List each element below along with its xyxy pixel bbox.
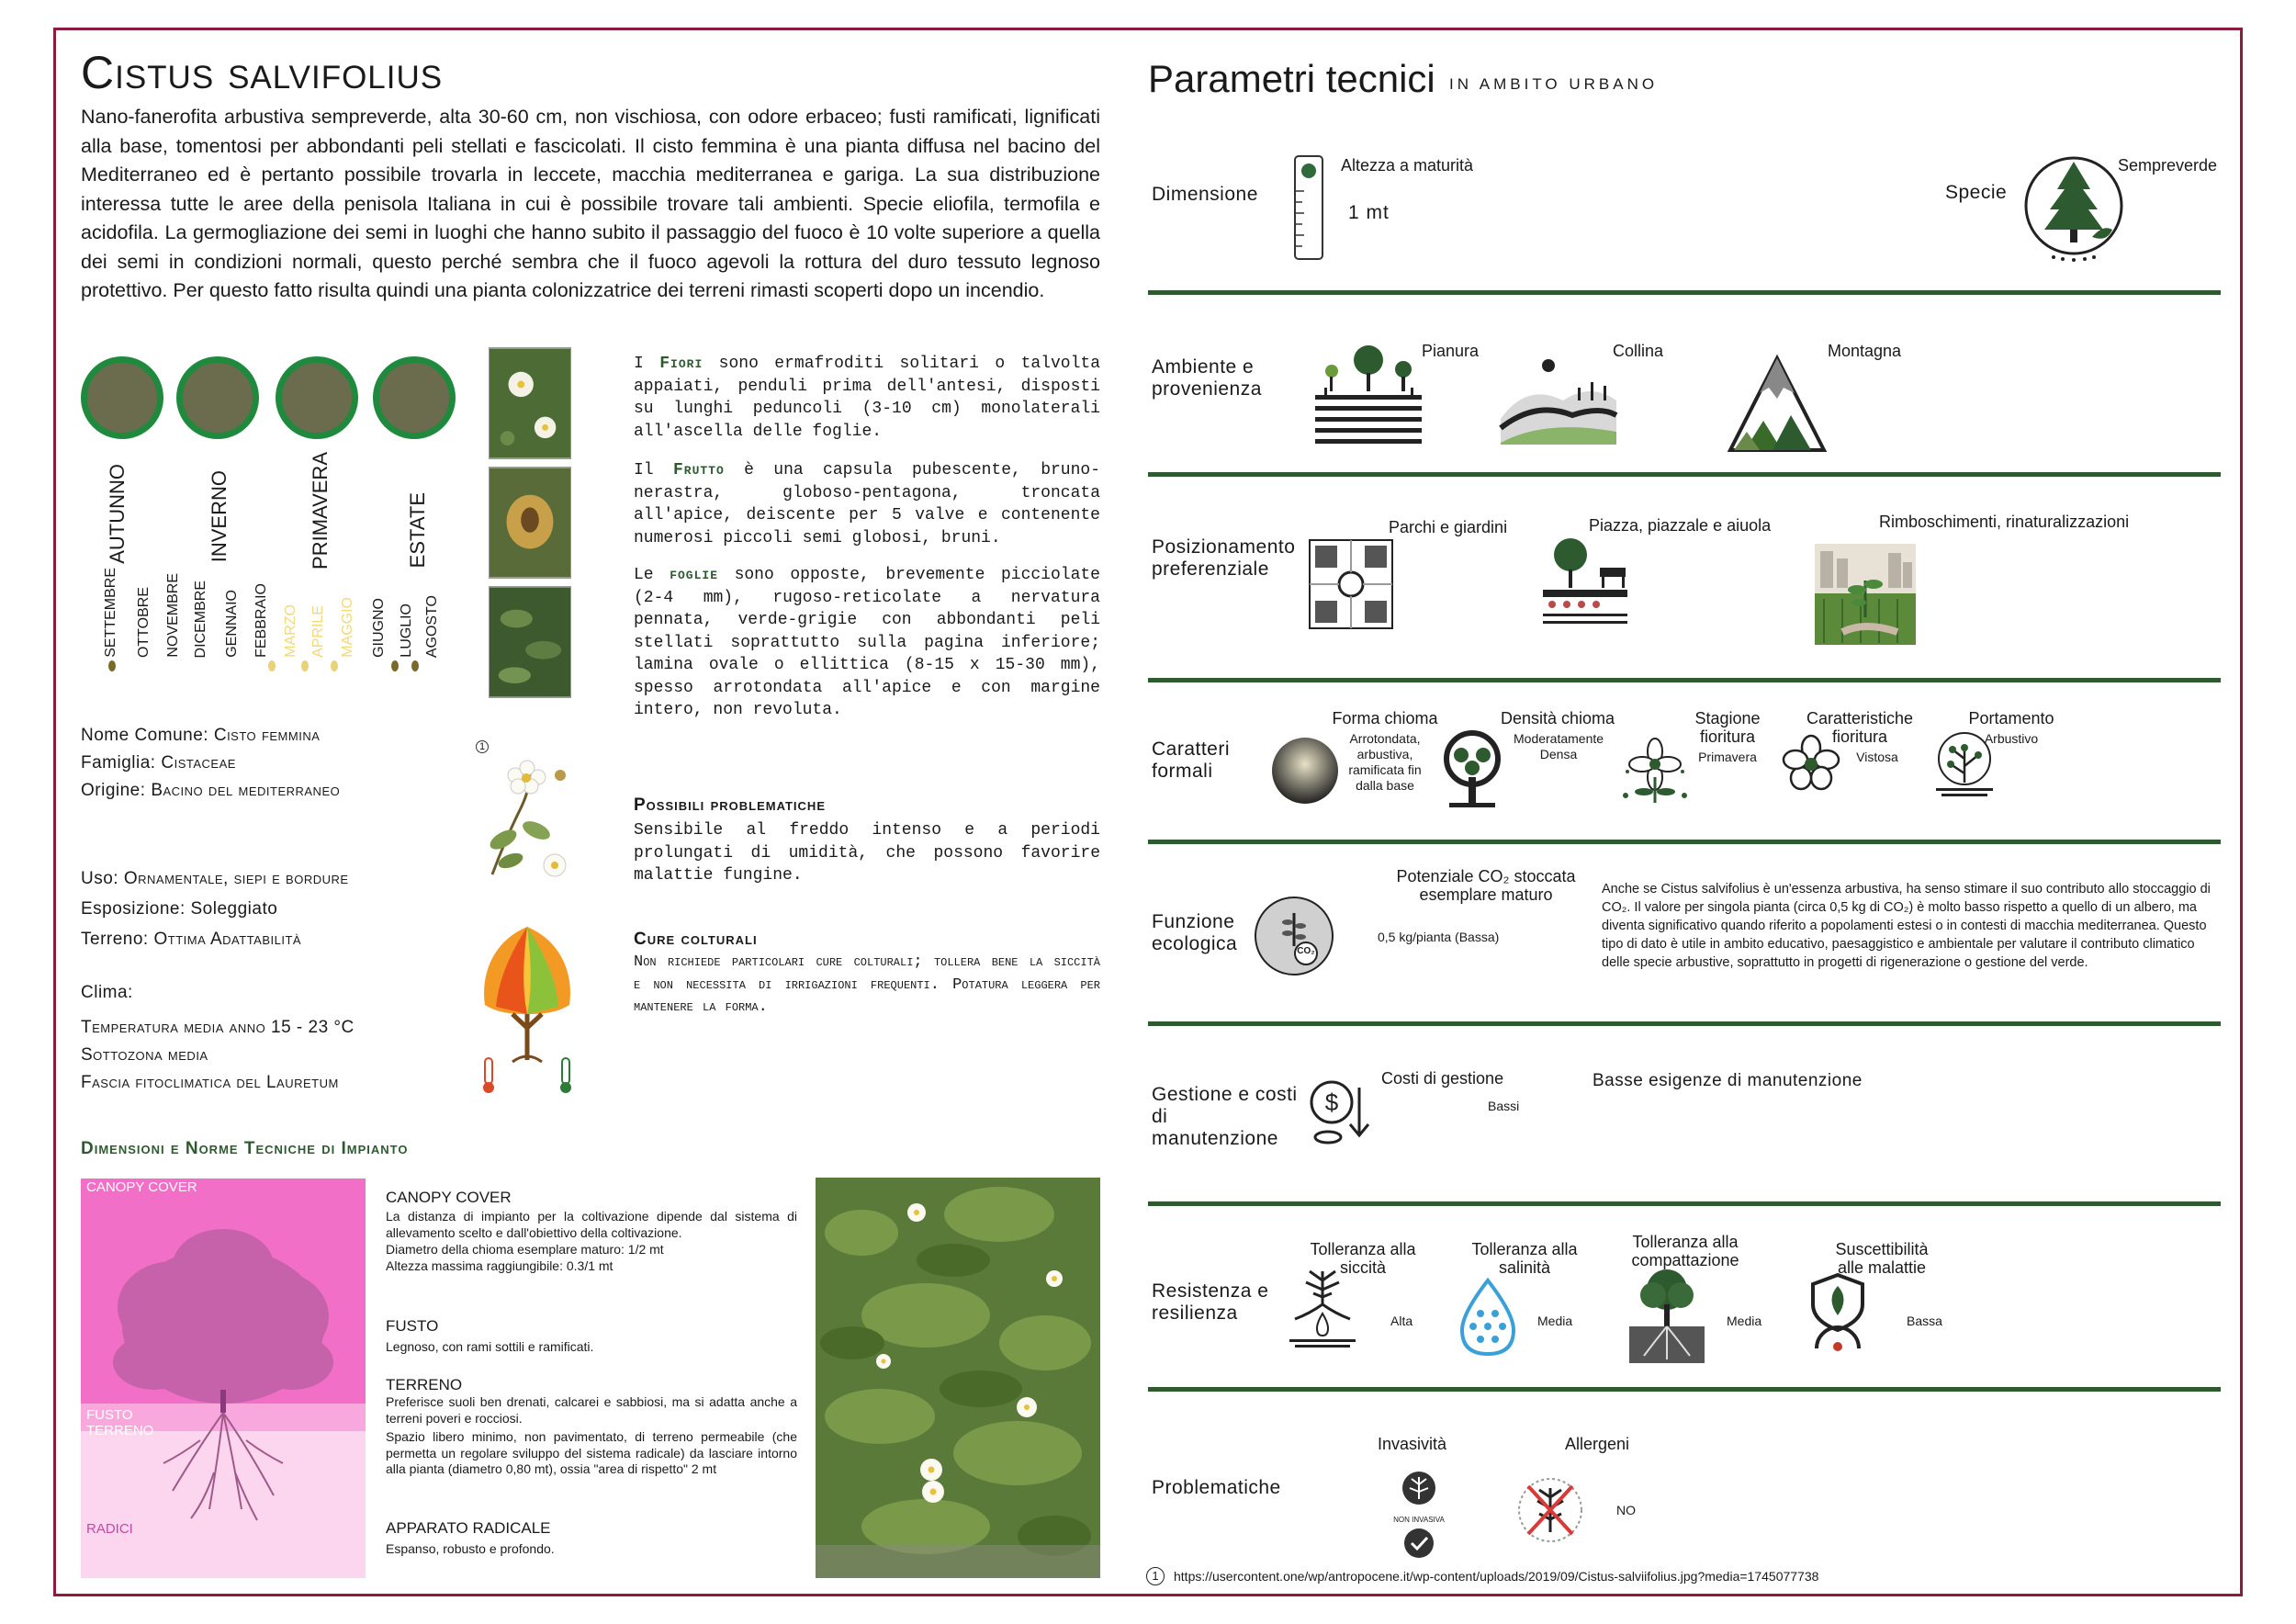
illustration-ref-number: 1	[476, 740, 489, 753]
canopy-diameter: Diametro della chioma esemplare maturo: 1/2 mt	[386, 1242, 664, 1257]
densita-chioma-icon	[1440, 731, 1504, 810]
month-label: LUGLIO	[399, 603, 414, 658]
canopy-cover-heading: CANOPY COVER	[386, 1189, 512, 1206]
specie-label: Specie	[1945, 182, 2008, 203]
collina-icon	[1499, 355, 1618, 445]
allergeni-value: NO	[1616, 1503, 1636, 1517]
problematiche-label: Problematiche	[1152, 1477, 1281, 1498]
posizionamento-label: Posizionamento preferenziale	[1152, 536, 1296, 580]
forma-chioma-value: Arrotondata, arbustiva, ramificata fin dalla base	[1348, 731, 1422, 793]
fruit-marker-icon	[108, 660, 116, 671]
altezza-value: 1 mt	[1348, 202, 1390, 223]
divider	[1148, 678, 2221, 682]
compattazione-icon	[1627, 1268, 1706, 1365]
nome-comune: Nome Comune: Cisto femmina	[81, 726, 321, 745]
flower-photo-icon	[490, 348, 570, 458]
invasivita-badge: NON INVASIVA	[1393, 1516, 1445, 1524]
apparato-radicale-text: Espanso, robusto e profondo.	[386, 1541, 555, 1556]
stagione-fioritura-label: Stagione fioritura	[1694, 709, 1761, 746]
month-label: MARZO	[283, 604, 298, 658]
malattie-label: Suscettibilità alle malattie	[1835, 1240, 1929, 1277]
phenology-markers	[103, 657, 433, 679]
month-label: AGOSTO	[424, 594, 440, 658]
divider	[1148, 1021, 2221, 1026]
month-label: SETTEMBRE	[103, 568, 118, 658]
ambiente-item: Collina	[1613, 342, 1664, 360]
costi-gestione-icon	[1308, 1078, 1385, 1148]
fusto-text: Legnoso, con rami sottili e ramificati.	[386, 1339, 594, 1354]
species-description: Nano-fanerofita arbustiva sempreverde, alta 30-60 cm, non vischiosa, con odore erbaceo; fusti ramificati, lignificati alla base, tomentosi per abbondanti peli stellati e fascicolati. Il cisto femmina è una pianta diffusa nel bacino del Mediterraneo ed è pertanto possibile trovarla in leccete, macchia mediterranea e gariga. La sua distribuzione interessa tutte le aree della penisola Italiana in cui è possibile trovare tali ambienti. Specie eliofila, termofila e acidofila. La germogliazione dei semi in luoghi che hanno subito il passaggio del fuoco è 10 volte superiore a quella dei semi in condizioni normali, questo perché sembra che il fuoco agevoli la rottura del duro tessuto legnoso protettivo. Per questo fatto risulta quindi una pianta colonizzatrice dei terreni rimasti scoperti dopo un incendio.	[81, 106, 1100, 301]
fruit-photo	[489, 467, 571, 579]
canopy-cover-text: La distanza di impianto per la coltivazione dipende dal sistema di allevamento scelto e dall'obiettivo della coltivazione.	[386, 1209, 797, 1240]
posizionamento-item: Rimboschimenti, rinaturalizzazioni	[1879, 513, 2130, 531]
season-circle-estate	[373, 356, 456, 439]
costi-gestione-label: Costi di gestione	[1381, 1069, 1504, 1088]
fiori-keyword: Fiori	[659, 355, 703, 373]
co2-gauge-icon	[1253, 895, 1335, 977]
posizionamento-item: Parchi e giardini	[1389, 518, 1508, 536]
portamento-label: Portamento	[1968, 709, 2054, 727]
thermometer-icon	[560, 1058, 571, 1093]
salinita-value: Media	[1537, 1314, 1573, 1328]
season-label: ESTATE	[406, 492, 429, 569]
malattie-shield-icon	[1807, 1271, 1868, 1354]
month-label: MAGGIO	[340, 597, 355, 658]
sottozona: Sottozona media	[81, 1045, 208, 1065]
cistus-illustration-icon	[465, 755, 575, 879]
season-label: PRIMAVERA	[309, 452, 332, 570]
divider	[1148, 472, 2221, 477]
manutenzione-note: Basse esigenze di manutenzione	[1593, 1071, 1863, 1090]
pianura-icon	[1311, 342, 1425, 448]
co2-value: 0,5 kg/pianta (Bassa)	[1378, 930, 1500, 944]
densita-chioma-label: Densità chioma	[1500, 709, 1615, 727]
famiglia: Famiglia: Cistaceae	[81, 753, 236, 773]
caratteristiche-fioritura-label: Caratteristiche fioritura	[1806, 709, 1914, 746]
parametri-title: Parametri tecnici	[1148, 57, 1435, 100]
season-label: INVERNO	[208, 470, 231, 563]
flower-photo	[489, 347, 571, 459]
posizionamento-item: Piazza, piazzale e aiuola	[1589, 516, 1772, 535]
terreno-text-2: Spazio libero minimo, non pavimentato, di terreno permeabile (che permetta un regolare sviluppo del sistema radicale) da lasciare intorno alla pianta (diametro 0,80 mt), ossia "area di rispetto" 2 mt	[386, 1429, 797, 1476]
ruler-icon	[1291, 154, 1326, 261]
radici-diagram-label: RADICI	[86, 1521, 133, 1537]
terreno-text-1: Preferisce suoli ben drenati, calcarei e sabbiosi, ma si adatta anche a terreni poveri e rocciosi.	[386, 1394, 797, 1426]
co2-note: Anche se Cistus salvifolius è un'essenza arbustiva, ha senso stimare il suo contributo allo stoccaggio di CO₂. Il valore per singola pianta (circa 0,5 kg di CO₂) è molto basso rispetto a quello di un albero, ma diventa significativo quando riferito a popolamenti estesi o in contesti di macchia mediterranea. Questo tipo di dato è utile in ambito educativo, paesaggistico e ambientale per valutare il contributo climatico delle specie arbustive, soprattutto in progetti di rigenerazione o gestione del verde.	[1602, 882, 2211, 970]
salinita-label: Tolleranza alla salinità	[1471, 1240, 1578, 1277]
evergreen-tree-icon	[2020, 152, 2127, 263]
resistenza-label: Resistenza e resilienza	[1152, 1280, 1269, 1324]
leaf-photo-icon	[490, 587, 570, 697]
dimensioni-section-title: Dimensioni e Norme Tecniche di Impianto	[81, 1139, 409, 1158]
ambiente-item: Montagna	[1828, 342, 1902, 360]
climate-tree-icon	[476, 922, 579, 1097]
month-label: FEBBRAIO	[253, 583, 269, 658]
allergeni-icon	[1515, 1473, 1585, 1549]
parametri-subtitle: IN AMBITO URBANO	[1449, 75, 1659, 93]
divider	[1148, 840, 2221, 844]
plant-silhouette-icon	[81, 1179, 366, 1578]
month-label: NOVEMBRE	[165, 573, 181, 658]
terreno-heading: TERRENO	[386, 1376, 463, 1393]
origine: Origine: Bacino del mediterraneo	[81, 781, 341, 800]
portamento-value: Arbustivo	[1984, 731, 2039, 746]
cure-title: Cure colturali	[634, 930, 758, 949]
footnote-url[interactable]: https://usercontent.one/wp/antropocene.it/wp-content/uploads/2019/09/Cistus-salviifolius.jpg?media=1745077738	[1174, 1569, 1819, 1584]
frutto-keyword: Frutto	[672, 461, 725, 479]
problematiche-text: Sensibile al freddo intenso e a periodi prolungati di umidità, che possono favorire malattie fungine.	[634, 821, 1100, 885]
co2-badge: CO₂	[1297, 946, 1315, 956]
salinita-icon	[1451, 1277, 1525, 1359]
caratteri-label: Caratteri formali	[1152, 739, 1231, 782]
specie-value: Sempreverde	[2118, 156, 2218, 175]
fascia-fitoclimatica: Fascia fitoclimatica del Lauretum	[81, 1073, 339, 1092]
parco-giardini-icon	[1308, 538, 1394, 630]
siccita-label: Tolleranza alla siccità	[1310, 1240, 1416, 1277]
species-title: Cistus salvifolius	[81, 47, 444, 98]
footnote-number: 1	[1146, 1567, 1165, 1585]
compattazione-label: Tolleranza alla compattazione	[1631, 1233, 1739, 1269]
foglie-keyword: foglie	[670, 566, 718, 584]
month-label: OTTOBRE	[136, 586, 152, 658]
stagione-fioritura-icon	[1618, 735, 1692, 808]
month-label: GENNAIO	[224, 590, 240, 658]
altezza-label: Altezza a maturità	[1341, 156, 1474, 175]
stagione-fioritura-value: Primavera	[1698, 750, 1757, 764]
compattazione-value: Media	[1727, 1314, 1762, 1328]
season-circle-primavera	[276, 356, 358, 439]
fiori-paragraph: I Fiori sono ermafroditi solitari o talvolta appaiati, penduli prima dell'antesi, disposti su lunghi peduncoli (3-10 cm) monolaterali all'ascella delle foglie.	[634, 355, 1101, 441]
svg-text:$: $	[1324, 1088, 1339, 1116]
densita-chioma-value: Moderatamente Densa	[1514, 731, 1604, 761]
fruit-photo-icon	[490, 468, 570, 578]
terreno-diagram-label: TERRENO	[86, 1423, 154, 1438]
allergeni-label: Allergeni	[1565, 1435, 1630, 1453]
divider	[1148, 1387, 2221, 1392]
ambiente-label: Ambiente e provenienza	[1152, 356, 1262, 400]
invasivita-label: Invasività	[1378, 1435, 1447, 1453]
uso: Uso: Ornamentale, siepi e bordure	[81, 869, 349, 888]
season-label: AUTUNNO	[106, 464, 129, 564]
forma-chioma-icon	[1269, 735, 1341, 806]
fusto-heading: FUSTO	[386, 1317, 439, 1335]
caratteristiche-fioritura-value: Vistosa	[1856, 750, 1898, 764]
divider	[1148, 1201, 2221, 1206]
co2-label: Potenziale CO₂ stoccata esemplare maturo	[1396, 867, 1576, 904]
clima-label: Clima:	[81, 983, 133, 1002]
month-label: APRILE	[310, 605, 326, 658]
foglie-paragraph: Le foglie sono opposte, brevemente picciolate (2-4 mm), rugoso-reticolate a nervatura pennata, verde-grigie con abbondanti peli stellati soprattutto sulla pagina inferiore; lamina ovale o ellittica (8-15 x 15-30 mm), spesso arrotondata all'apice e con margine intero, non revoluta.	[634, 566, 1100, 719]
montagna-icon	[1727, 355, 1828, 454]
leaf-photo	[489, 586, 571, 698]
siccita-value: Alta	[1390, 1314, 1413, 1328]
divider	[1148, 290, 2221, 295]
ambiente-item: Pianura	[1422, 342, 1480, 360]
thermometer-icon	[483, 1058, 494, 1093]
forma-chioma-label: Forma chioma	[1332, 709, 1438, 727]
apparato-radicale-heading: APPARATO RADICALE	[386, 1519, 551, 1537]
fusto-diagram-label: FUSTO	[86, 1407, 133, 1423]
costi-gestione-value: Bassi	[1488, 1099, 1520, 1113]
rimboschimento-icon	[1815, 544, 1916, 645]
funzione-label: Funzione ecologica	[1152, 911, 1238, 954]
canopy-height: Altezza massima raggiungibile: 0.3/1 mt	[386, 1258, 613, 1273]
month-label: GIUGNO	[371, 598, 387, 658]
season-circle-inverno	[176, 356, 259, 439]
piazza-aiuola-icon	[1539, 535, 1631, 630]
terreno: Terreno: Ottima Adattabilità	[81, 930, 302, 949]
plant-photo-icon	[816, 1178, 1100, 1578]
season-circle-autunno	[81, 356, 163, 439]
siccita-icon	[1286, 1268, 1359, 1348]
frutto-paragraph: Il Frutto è una capsula pubescente, bruno-nerastra, globoso-pentagona, troncata all'apice, deiscente per 5 valve e contenente numerosi piccoli semi globosi, bruni.	[634, 461, 1100, 547]
temperatura: Temperatura media anno 15 - 23 °C	[81, 1018, 355, 1037]
month-label: DICEMBRE	[193, 580, 208, 658]
malattie-value: Bassa	[1907, 1314, 1942, 1328]
problematiche-title: Possibili problematiche	[634, 795, 826, 815]
canopy-diagram-label: CANOPY COVER	[86, 1179, 197, 1195]
gestione-label: Gestione e costi di manutenzione	[1152, 1084, 1298, 1149]
dimensione-label: Dimensione	[1152, 184, 1258, 205]
esposizione: Esposizione: Soleggiato	[81, 899, 278, 919]
cure-text: Non richiede particolari cure colturali; tollera bene la siccità e non necessita di irrigazioni frequenti. Potatura leggera per mantenere la forma.	[634, 953, 1100, 1016]
